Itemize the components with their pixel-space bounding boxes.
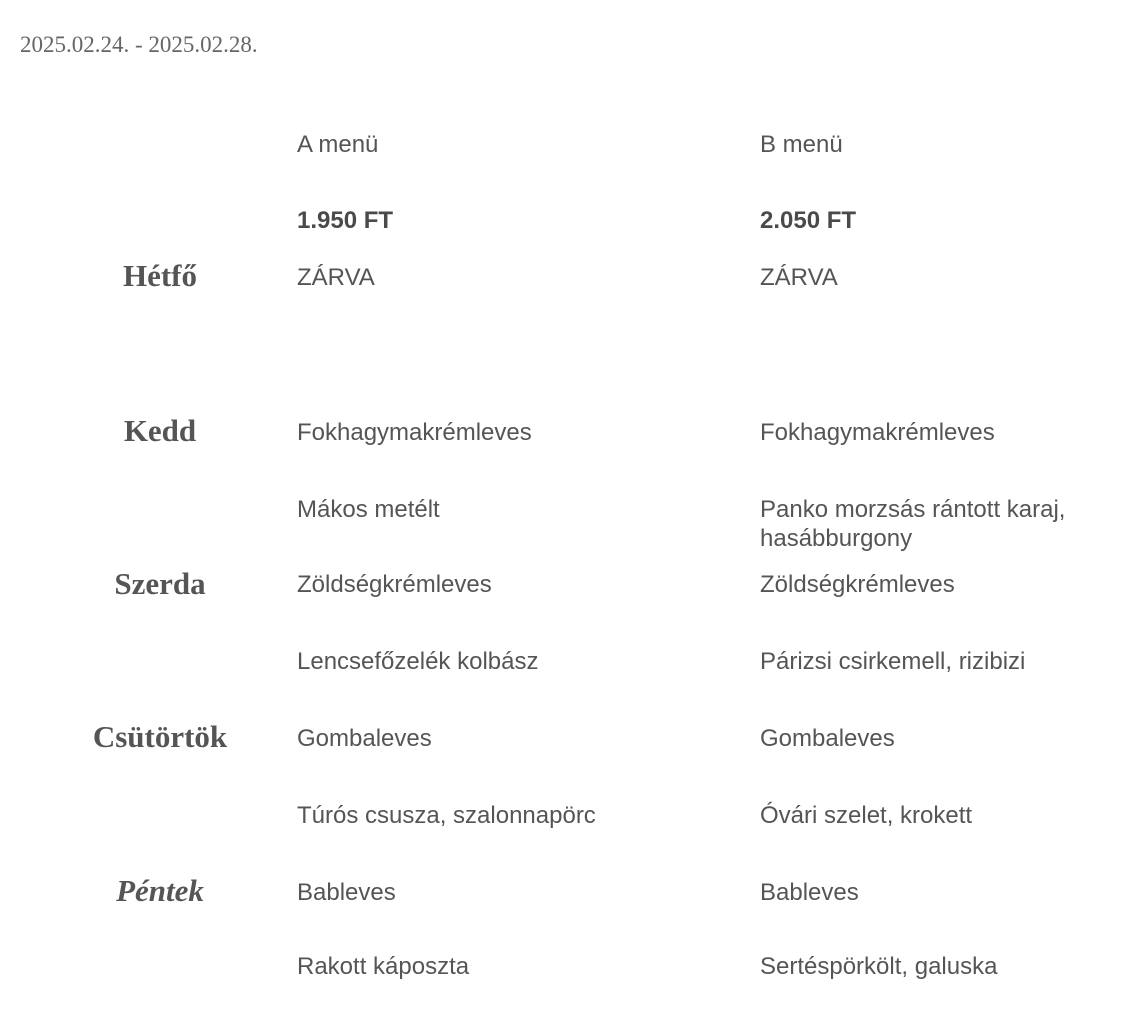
monday-b-dish: ZÁRVA: [760, 264, 838, 291]
thursday-b-soup: Gombaleves: [760, 725, 895, 752]
thursday-b-main: Óvári szelet, krokett: [760, 802, 973, 829]
menu-a-label: A menü: [297, 131, 379, 158]
tuesday-a-soup: Fokhagymakrémleves: [297, 419, 532, 446]
friday-a-soup: Bableves: [297, 879, 396, 906]
tuesday-b-main-side: hasábburgony: [760, 525, 913, 552]
day-friday: Péntek: [116, 873, 204, 908]
date-range: 2025.02.24. - 2025.02.28.: [20, 32, 258, 57]
wednesday-b-main: Párizsi csirkemell, rizibizi: [760, 648, 1026, 675]
day-wednesday: Szerda: [114, 566, 206, 601]
thursday-a-main: Túrós csusza, szalonnapörc: [297, 802, 596, 829]
monday-a-dish: ZÁRVA: [297, 264, 375, 291]
day-monday: Hétfő: [122, 258, 198, 293]
tuesday-b-soup: Fokhagymakrémleves: [760, 419, 995, 446]
thursday-a-soup: Gombaleves: [297, 725, 432, 752]
tuesday-a-main: Mákos metélt: [297, 496, 440, 523]
wednesday-a-main: Lencsefőzelék kolbász: [297, 648, 539, 675]
day-tuesday: Kedd: [123, 413, 197, 448]
menu-a-price: 1.950 FT: [297, 207, 394, 234]
friday-b-main: Sertéspörkölt, galuska: [760, 953, 998, 980]
friday-b-soup: Bableves: [760, 879, 859, 906]
menu-b-label: B menü: [760, 131, 843, 158]
wednesday-a-soup: Zöldségkrémleves: [297, 571, 492, 598]
menu-b-price: 2.050 FT: [760, 207, 857, 234]
wednesday-b-soup: Zöldségkrémleves: [760, 571, 955, 598]
friday-a-main: Rakott káposzta: [297, 953, 470, 980]
tuesday-b-main: Panko morzsás rántott karaj,: [760, 496, 1066, 523]
day-thursday: Csütörtök: [92, 719, 228, 754]
